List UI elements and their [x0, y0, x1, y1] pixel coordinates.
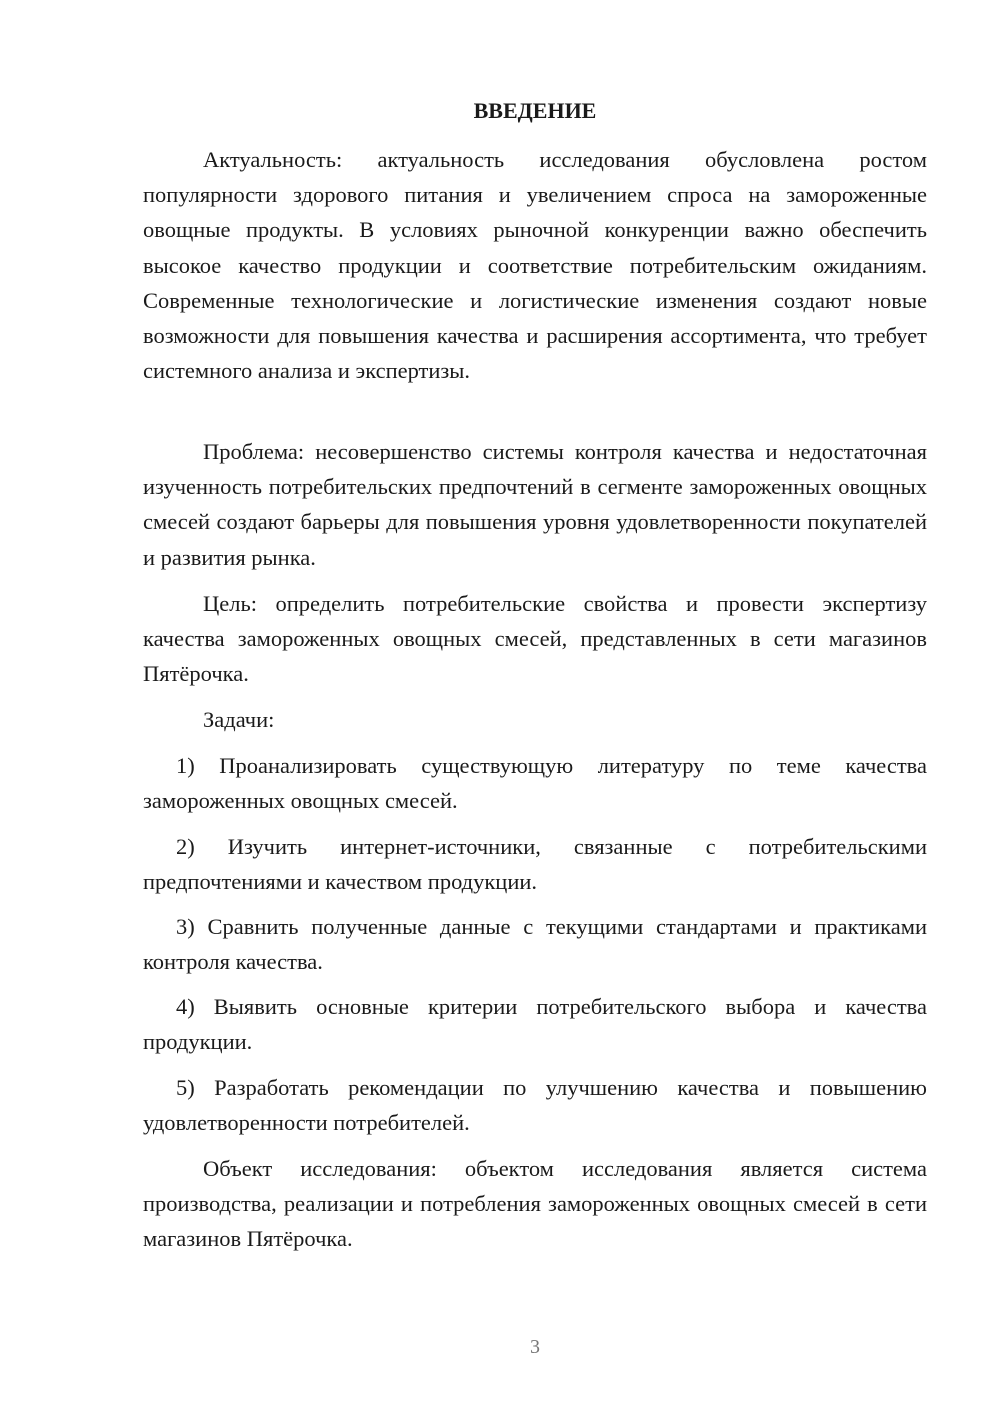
- object-paragraph: Объект исследования: объектом исследования является система производства, реализации и потребления замороженных овощных смесей в сети магазинов Пятёрочка.: [143, 1156, 927, 1252]
- task-item-5: 5) Разработать рекомендации по улучшению качества и повышению удовлетворенности потребителей.: [143, 1075, 927, 1136]
- goal-paragraph: Цель: определить потребительские свойства и провести экспертизу качества замороженных овощных смесей, представленных в сети магазинов Пятёрочка.: [143, 591, 927, 687]
- task-item-3: 3) Сравнить полученные данные с текущими стандартами и практиками контроля качества.: [143, 914, 927, 975]
- page-number: 3: [530, 1336, 540, 1358]
- document-page: [143, 0, 927, 1414]
- problem-paragraph: Проблема: несовершенство системы контроля качества и недостаточная изученность потребительских предпочтений в сегменте замороженных овощных смесей создают барьеры для повышения уровня удовлетворенности покупателей и развития рынка.: [143, 439, 927, 570]
- task-item-1: 1) Проанализировать существующую литературу по теме качества замороженных овощных смесей.: [143, 753, 927, 814]
- tasks-heading: Задачи:: [203, 707, 275, 732]
- task-item-2: 2) Изучить интернет-источники, связанные с потребительскими предпочтениями и качеством продукции.: [143, 834, 927, 895]
- task-item-4: 4) Выявить основные критерии потребительского выбора и качества продукции.: [143, 994, 927, 1055]
- page-title: ВВЕДЕНИЕ: [473, 98, 597, 123]
- relevance-paragraph: Актуальность: актуальность исследования обусловлена ростом популярности здорового питания и увеличением спроса на замороженные овощные продукты. В условиях рыночной конкуренции важно обеспечить высокое качество продукции и соответствие потребительским ожиданиям. Современные технологические и логистические изменения создают новые возможности для повышения качества и расширения ассортимента, что требует системного анализа и экспертизы.: [143, 147, 927, 384]
